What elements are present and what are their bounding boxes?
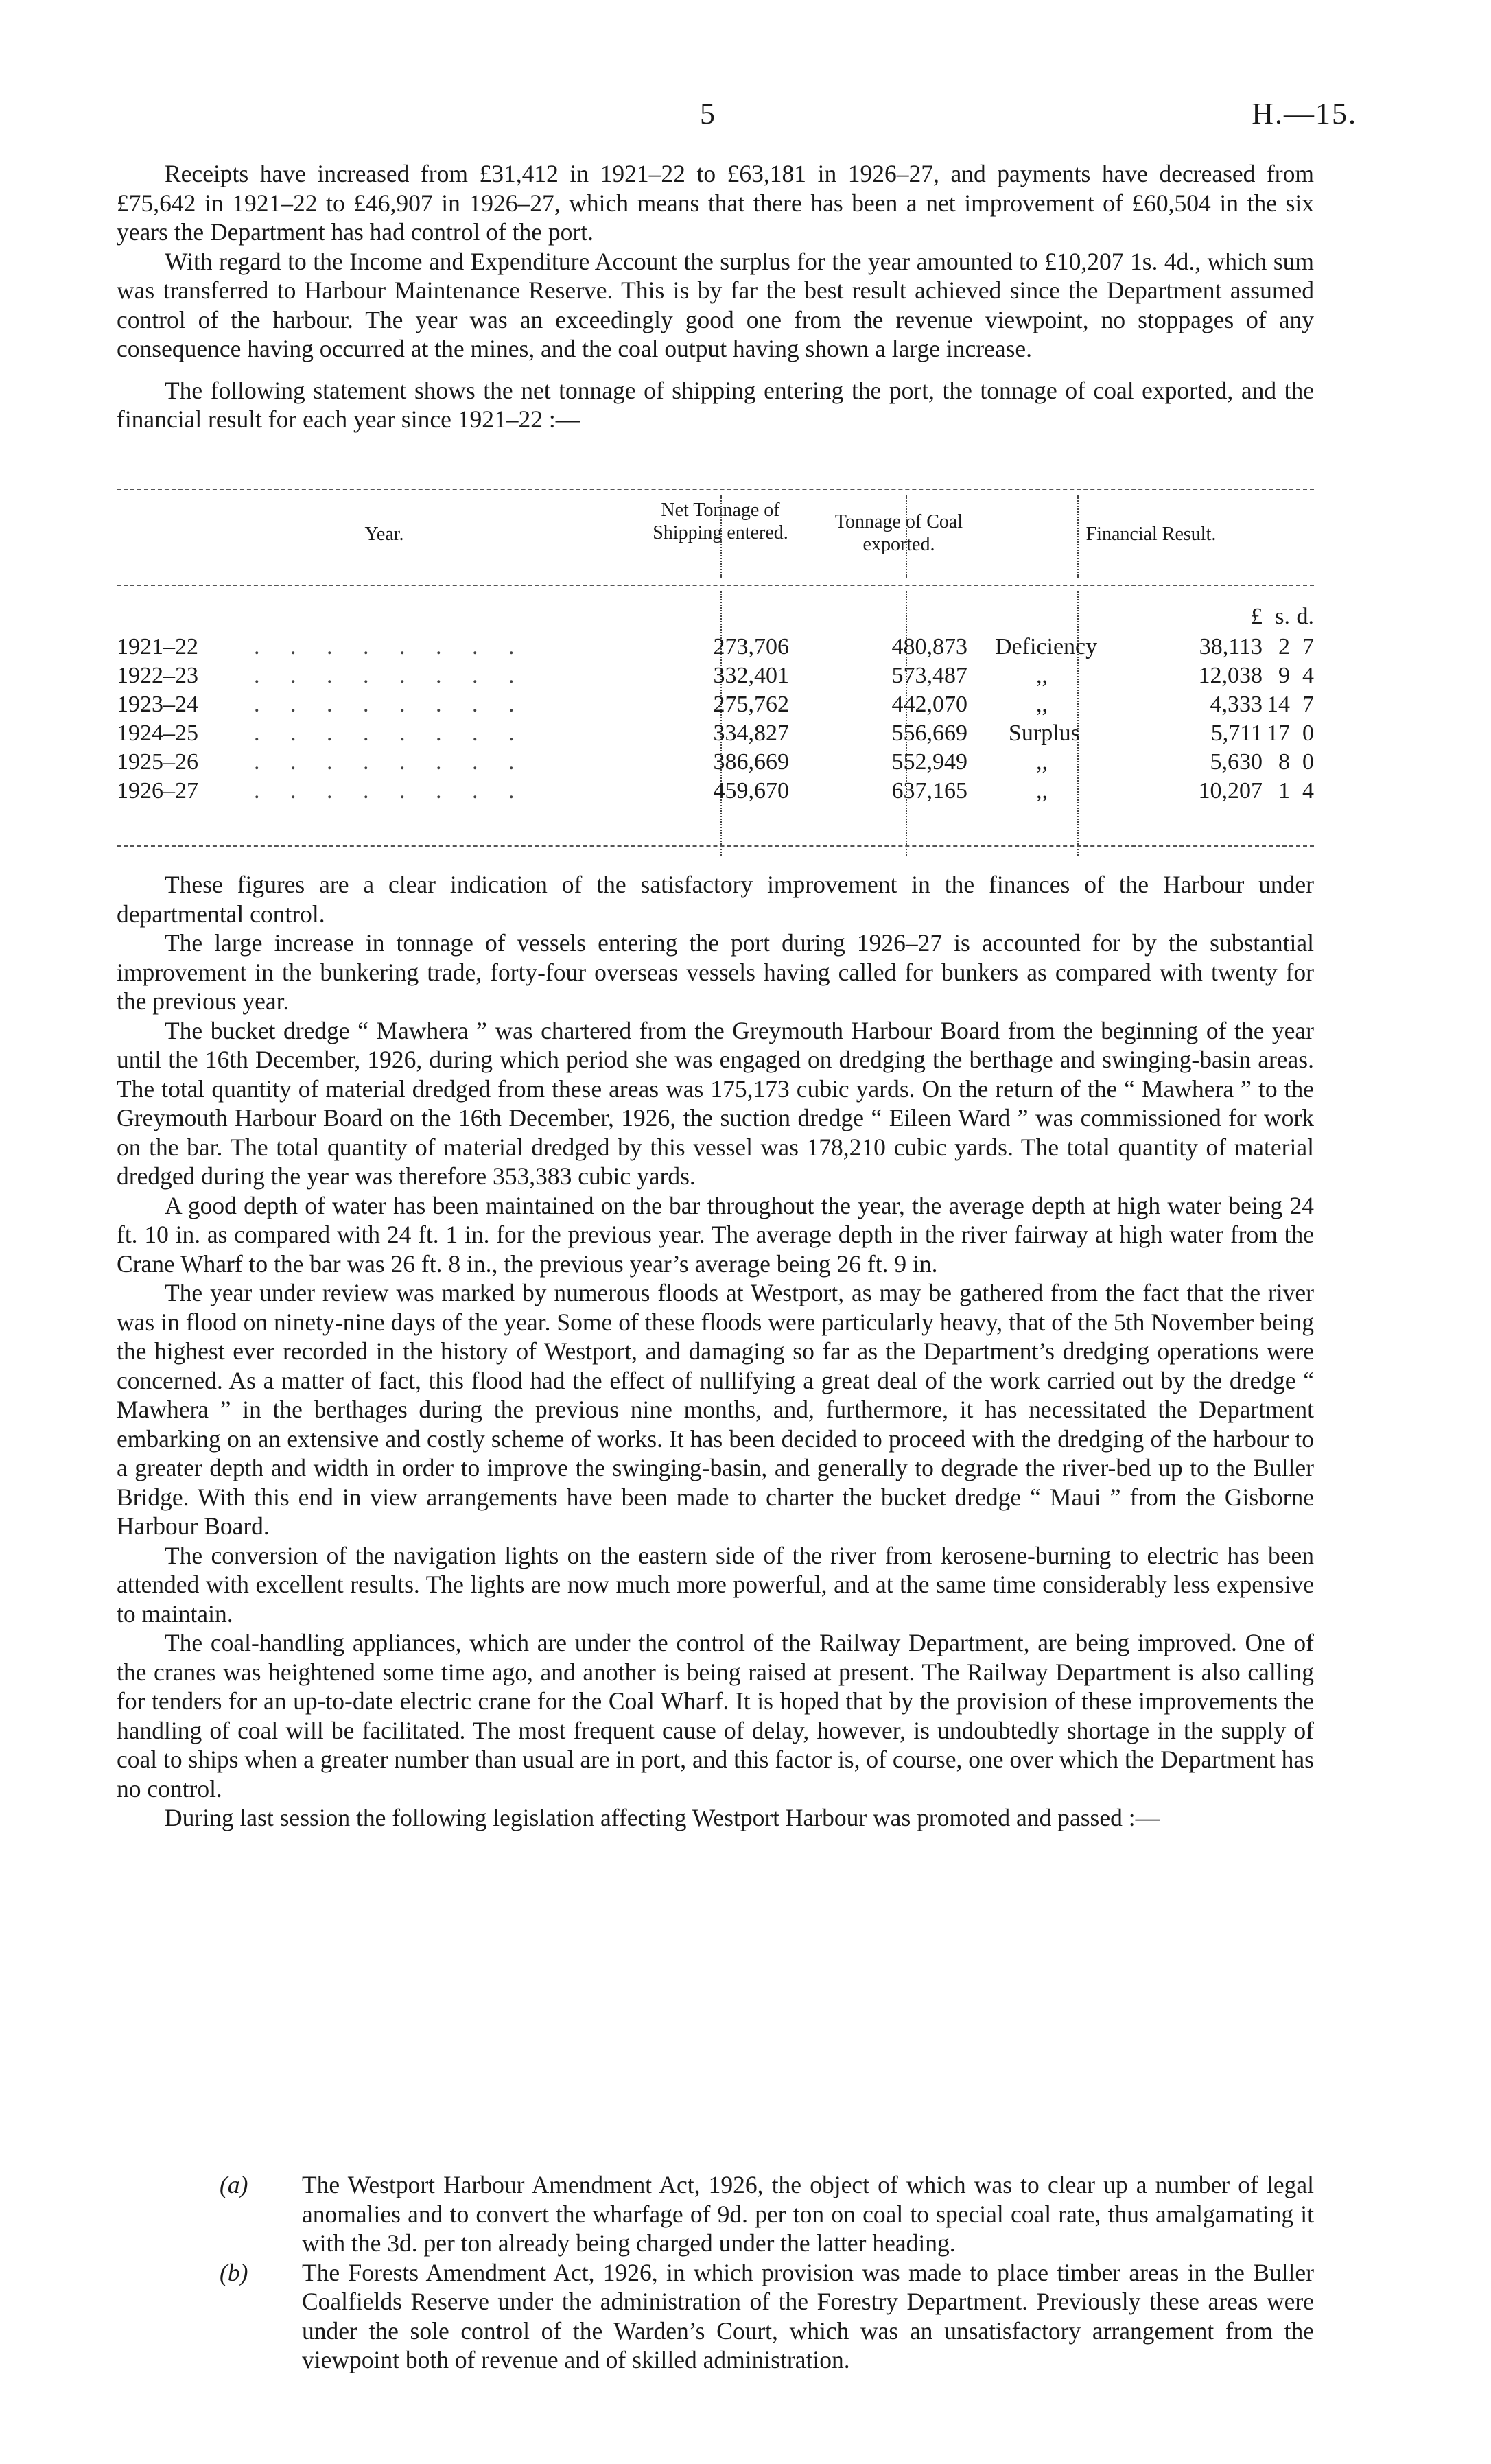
column-header-coal: Tonnage of Coal exported. bbox=[834, 511, 963, 555]
column-divider bbox=[906, 495, 907, 578]
result-status-cell: ,, bbox=[1036, 692, 1048, 717]
table-top-rule bbox=[117, 489, 1314, 490]
pounds-cell: 38,113 bbox=[1199, 634, 1263, 659]
header-bottom-rule bbox=[117, 585, 1314, 586]
shipping-cell: 275,762 bbox=[713, 692, 789, 717]
pounds-cell: 5,630 bbox=[1210, 749, 1263, 775]
main-section bbox=[117, 870, 1314, 1833]
pence-cell: 7 bbox=[1302, 692, 1314, 717]
result-status-cell: ,, bbox=[1036, 663, 1048, 688]
document-reference: H.—15. bbox=[1252, 97, 1357, 130]
table-row bbox=[117, 663, 1314, 692]
table-row bbox=[117, 778, 1314, 807]
item-letter: (a) bbox=[220, 2171, 248, 2198]
coal-cell: 637,165 bbox=[891, 778, 967, 803]
paragraph: Receipts have increased from £31,412 in 1921–22 to £63,181 in 1926–27, and payments have decreased from £75,642 in 1921–22 to £46,907 in 1926–27, which means that there has been a net improvement of £60,504 in the six years the Department has had control of the port. bbox=[117, 160, 1314, 246]
pounds-cell: 5,711 bbox=[1210, 720, 1263, 746]
coal-cell: 573,487 bbox=[891, 663, 967, 688]
shillings-cell: 1 bbox=[1278, 778, 1290, 803]
pence-cell: 7 bbox=[1302, 634, 1314, 659]
paragraph: During last session the following legislation affecting Westport Harbour was promoted and passed :— bbox=[165, 1804, 1160, 1831]
column-header-year: Year. bbox=[364, 524, 404, 545]
unit-pounds: £ bbox=[1251, 604, 1263, 629]
shipping-cell: 459,670 bbox=[713, 778, 789, 803]
column-header-financial: Financial Result. bbox=[1085, 524, 1217, 545]
coal-cell: 480,873 bbox=[891, 634, 967, 659]
item-letter: (b) bbox=[220, 2258, 248, 2286]
table-row bbox=[117, 720, 1314, 749]
list-item bbox=[117, 2170, 1314, 2258]
pence-cell: 0 bbox=[1302, 749, 1314, 775]
leader-dots: . . . . . . . . bbox=[254, 663, 527, 688]
leader-dots: . . . . . . . . bbox=[254, 749, 527, 775]
leader-dots: . . . . . . . . bbox=[254, 634, 527, 659]
item-text: The Forests Amendment Act, 1926, in which provision was made to place timber areas in the Buller Coalfields Reserve under the administration of the Forestry Department. Previously these areas were under the sole control of the Warden’s Court, which was an unsatisfactory arrangement from the viewpoint both of revenue and of skilled administration. bbox=[302, 2258, 1314, 2373]
paragraph: The bucket dredge “ Mawhera ” was chartered from the Greymouth Harbour Board from the beginning of the year until the 16th December, 1926, during which period she was engaged on dredging the berthage and swinging-basin areas. The total quantity of material dredged from these areas was 175,173 cubic yards. On the return of the “ Mawhera ” to the Greymouth Harbour Board on the 16th December, 1926, the suction dredge “ Eileen Ward ” was commissioned for work on the bar. The total quantity of material dredged by this vessel was 178,210 cubic yards. The total quantity of material dredged during the year was therefore 353,383 cubic yards. bbox=[117, 1016, 1314, 1190]
page-header bbox=[0, 96, 1491, 137]
column-divider bbox=[1077, 495, 1079, 578]
shillings-cell: 17 bbox=[1267, 720, 1290, 746]
paragraph: The large increase in tonnage of vessels entering the port during 1926–27 is accounted for by the substantial improvement in the bunkering trade, forty-four overseas vessels having called for bunkers as compared with twenty for the previous year. bbox=[117, 929, 1314, 1015]
pence-cell: 4 bbox=[1302, 778, 1314, 803]
coal-cell: 552,949 bbox=[891, 749, 967, 775]
shillings-cell: 14 bbox=[1267, 692, 1290, 717]
year-cell: 1922–23 bbox=[117, 663, 198, 688]
result-status-cell: Surplus bbox=[1009, 720, 1080, 746]
year-cell: 1921–22 bbox=[117, 634, 198, 659]
table-bottom-rule bbox=[117, 845, 1314, 847]
shipping-cell: 334,827 bbox=[713, 720, 789, 746]
unit-pence: d. bbox=[1296, 604, 1314, 629]
result-status-cell: ,, bbox=[1036, 778, 1048, 803]
shipping-cell: 332,401 bbox=[713, 663, 789, 688]
statistics-table bbox=[117, 489, 1314, 859]
list-item bbox=[117, 2258, 1314, 2375]
year-cell: 1925–26 bbox=[117, 749, 198, 775]
paragraph: With regard to the Income and Expenditure Account the surplus for the year amounted to £10,207 1s. 4d., which sum was transferred to Harbour Maintenance Reserve. This is by far the best result achieved since the Department assumed control of the harbour. The year was an exceedingly good one from the revenue viewpoint, no stoppages of any consequence having occurred at the mines, and the coal output having shown a large increase. bbox=[117, 247, 1314, 362]
column-divider bbox=[720, 495, 722, 578]
pounds-cell: 10,207 bbox=[1198, 778, 1263, 803]
result-status-cell: ,, bbox=[1036, 749, 1048, 775]
paragraph: These figures are a clear indication of the satisfactory improvement in the finances of the Harbour under departmental control. bbox=[117, 871, 1314, 928]
table-row bbox=[117, 692, 1314, 720]
year-cell: 1924–25 bbox=[117, 720, 198, 746]
shillings-cell: 2 bbox=[1278, 634, 1290, 659]
pence-cell: 4 bbox=[1302, 663, 1314, 688]
paragraph: The coal-handling appliances, which are under the control of the Railway Department, are being improved. One of the cranes was heightened some time ago, and another is being raised at present. The Railway Department is also calling for tenders for an up-to-date electric crane for the Coal Wharf. It is hoped that by the provision of these improvements the handling of coal will be facilitated. The most frequent cause of delay, however, is undoubtedly shortage in the supply of coal to ships when a greater number than usual are in port, and this factor is, of course, one over which the Department has no control. bbox=[117, 1629, 1314, 1803]
page-number: 5 bbox=[700, 97, 715, 130]
table-row bbox=[117, 634, 1314, 663]
paragraph: A good depth of water has been maintained on the bar throughout the year, the average depth at high water being 24 ft. 10 in. as compared with 24 ft. 1 in. for the previous year. The average depth in the river fairway at high water from the Crane Wharf to the bar was 26 ft. 8 in., the previous year’s average being 26 ft. 9 in. bbox=[117, 1191, 1314, 1278]
result-status-cell: Deficiency bbox=[995, 634, 1098, 659]
shillings-cell: 8 bbox=[1278, 749, 1290, 775]
paragraph: The year under review was marked by numerous floods at Westport, as may be gathered from the fact that the river was in flood on ninety-nine days of the year. Some of these floods were particularly heavy, that of the 5th November being the highest ever recorded in the history of Westport, and damaging so far as the Department’s dredging operations were concerned. As a matter of fact, this flood had the effect of nullifying a great deal of the work carried out by the dredge “ Mawhera ” in the berthages during the previous nine months, and, furthermore, it has necessitated the Department embarking on an extensive and costly scheme of works. It has been decided to proceed with the dredging of the harbour to a greater depth and width in order to improve the swinging-basin, and generally to degrade the river-bed up to the Buller Bridge. With this end in view arrangements have been made to charter the bucket dredge “ Maui ” from the Gisborne Harbour Board. bbox=[117, 1279, 1314, 1540]
year-cell: 1923–24 bbox=[117, 692, 198, 717]
coal-cell: 556,669 bbox=[891, 720, 967, 746]
shipping-cell: 386,669 bbox=[713, 749, 789, 775]
leader-dots: . . . . . . . . bbox=[254, 692, 527, 717]
leader-dots: . . . . . . . . bbox=[254, 778, 527, 803]
coal-cell: 442,070 bbox=[891, 692, 967, 717]
intro-section bbox=[117, 159, 1314, 434]
shillings-cell: 9 bbox=[1278, 663, 1290, 688]
item-text: The Westport Harbour Amendment Act, 1926, the object of which was to clear up a number of legal anomalies and to convert the wharfage of 9d. per ton on coal to special coal rate, thus amalgamating it with the 3d. per ton already being charged under the latter heading. bbox=[302, 2171, 1314, 2257]
paragraph: The following statement shows the net tonnage of shipping entering the port, the tonnage of coal exported, and the financial result for each year since 1921–22 :— bbox=[117, 376, 1314, 433]
legislation-list bbox=[117, 2170, 1314, 2375]
column-header-shipping: Net Tonnage of Shipping entered. bbox=[653, 500, 788, 543]
pounds-cell: 4,333 bbox=[1210, 692, 1263, 717]
leader-dots: . . . . . . . . bbox=[254, 720, 527, 746]
unit-shillings: s. bbox=[1275, 604, 1290, 629]
pence-cell: 0 bbox=[1302, 720, 1314, 746]
year-cell: 1926–27 bbox=[117, 778, 198, 803]
paragraph: The conversion of the navigation lights on the eastern side of the river from kerosene-burning to electric has been attended with excellent results. The lights are now much more powerful, and at the same time considerably less expensive to maintain. bbox=[117, 1541, 1314, 1628]
shipping-cell: 273,706 bbox=[713, 634, 789, 659]
table-row bbox=[117, 749, 1314, 778]
pounds-cell: 12,038 bbox=[1198, 663, 1263, 688]
units-row bbox=[117, 604, 1314, 633]
